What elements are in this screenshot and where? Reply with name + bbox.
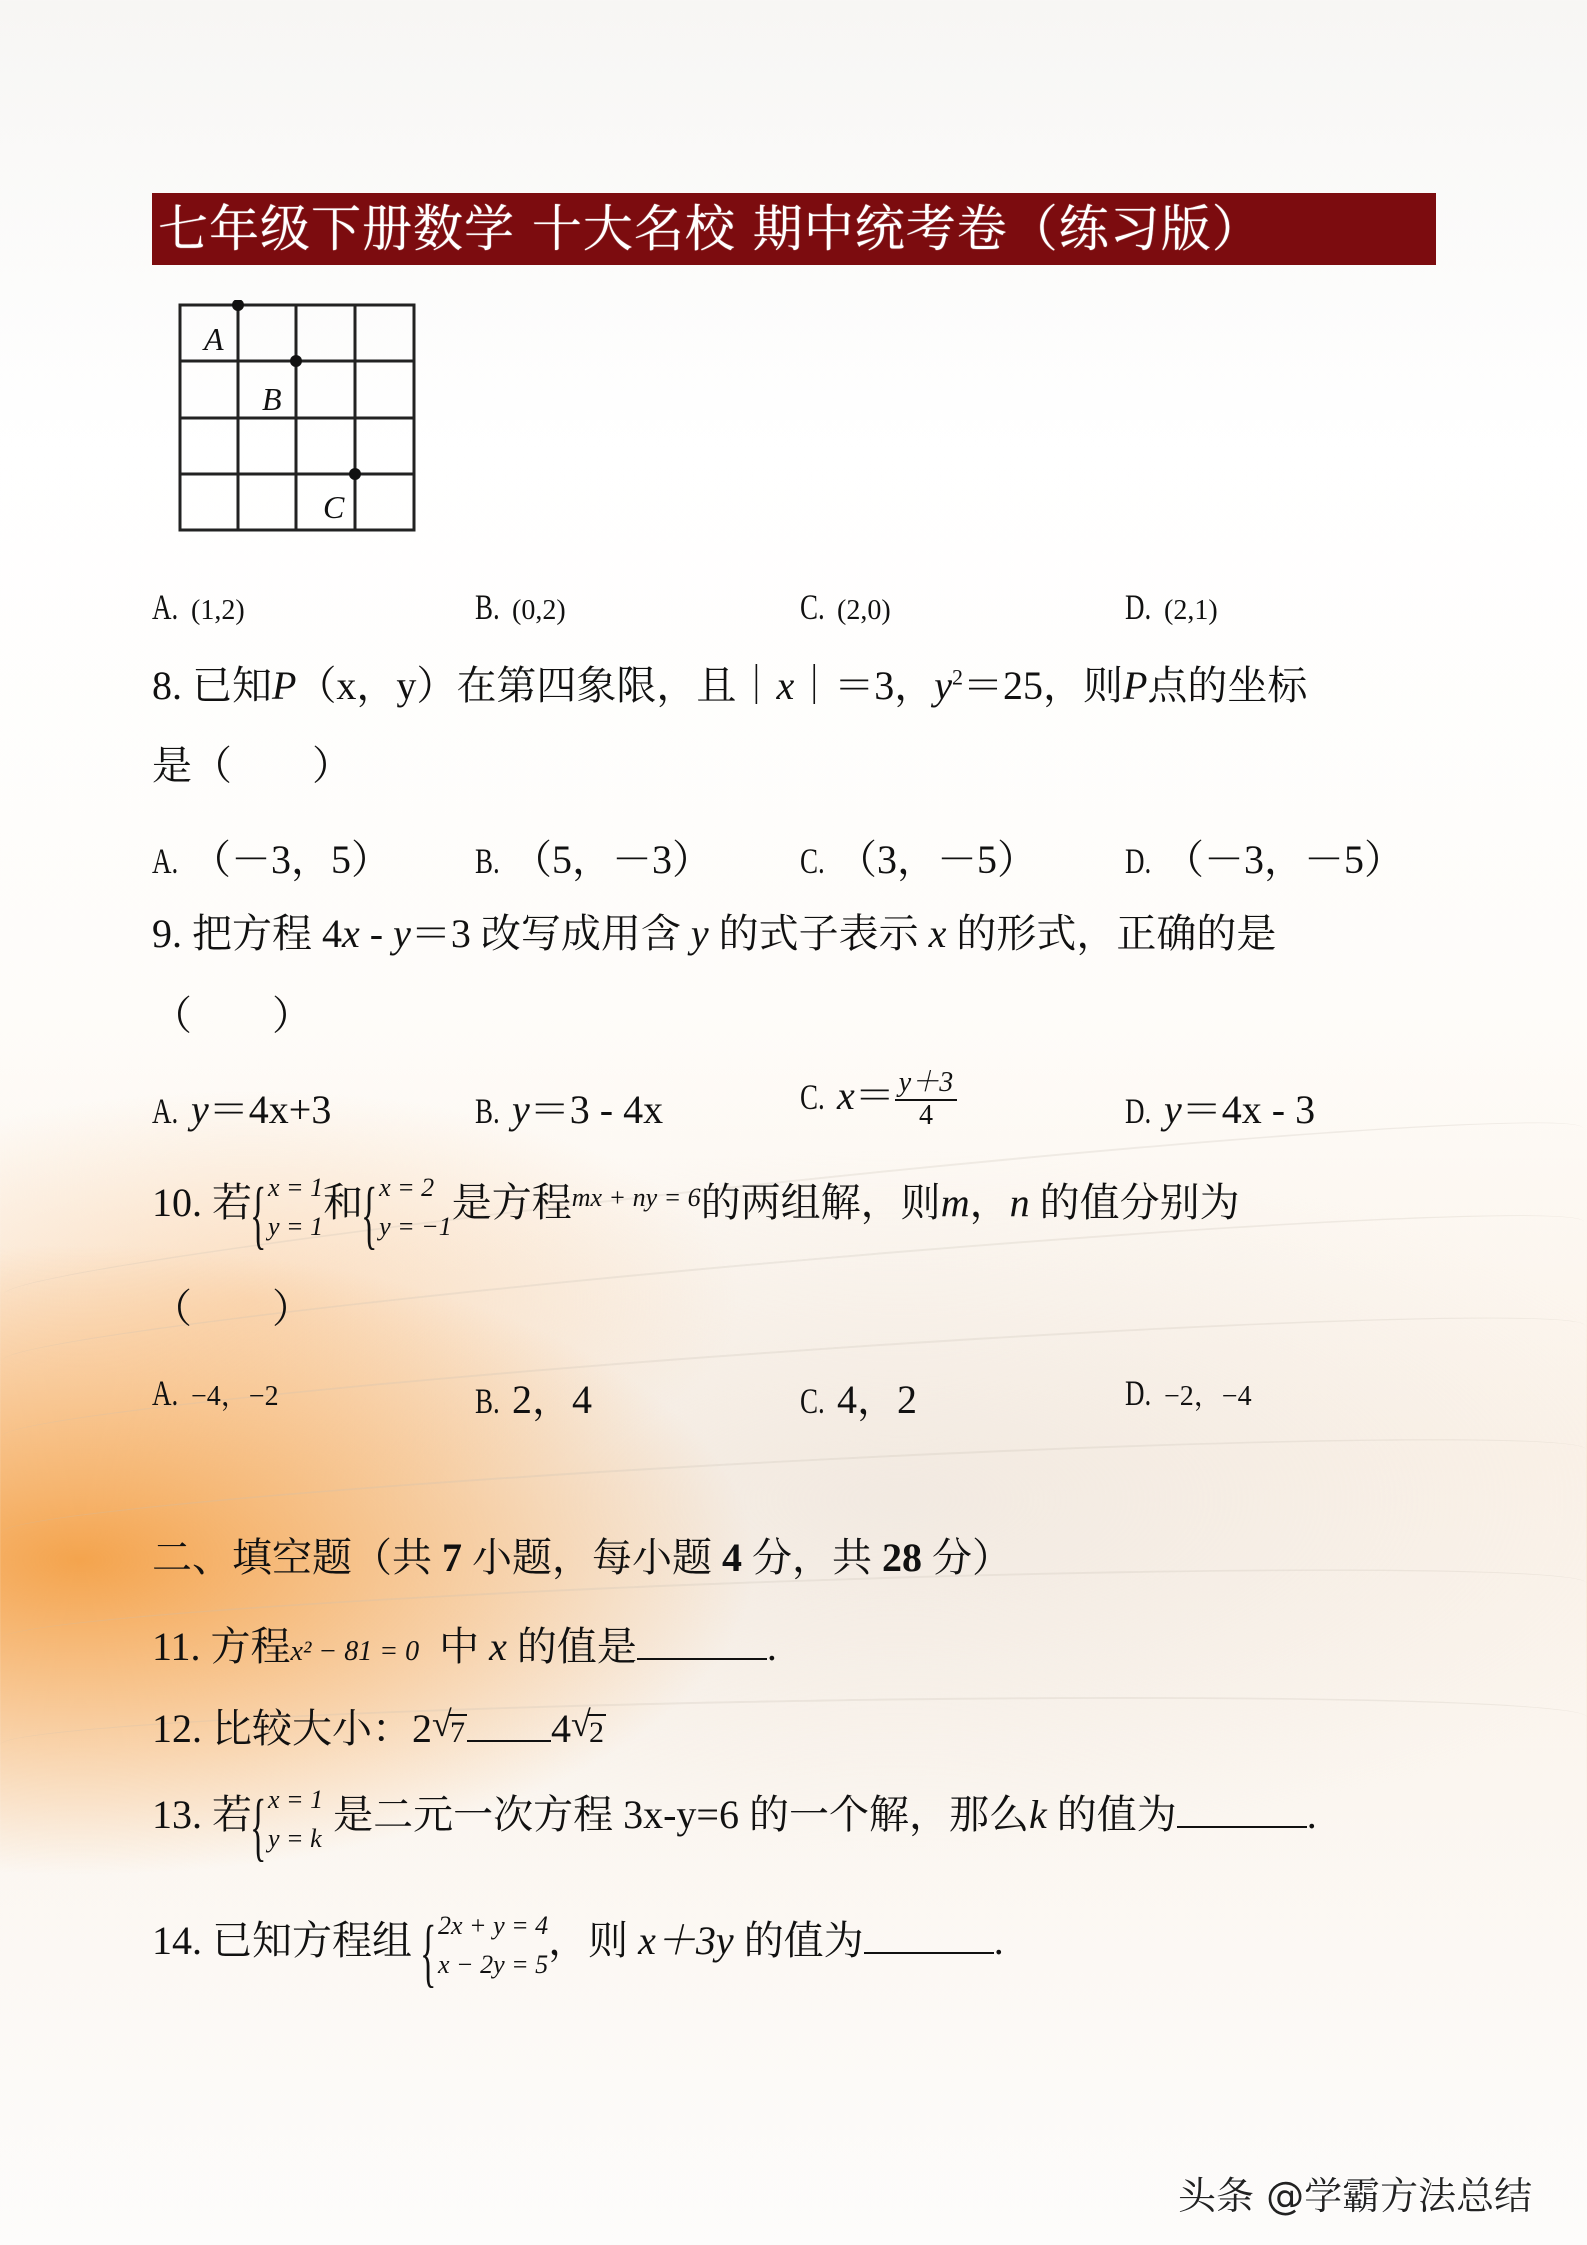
question-9-line2: （ ）: [152, 993, 312, 1038]
point-b-label: B: [262, 381, 282, 417]
q8-option-c[interactable]: C. （3，－5）: [800, 837, 1038, 882]
grid-diagram: [178, 300, 418, 535]
question-8: 8. 已知P（x，y）在第四象限，且｜x｜＝3，$y^2=25$，则P点的坐标: [152, 663, 1308, 708]
answer-blank[interactable]: [864, 1912, 994, 1954]
q9-option-d[interactable]: D. y＝4x - 3: [1125, 1087, 1316, 1132]
q8-option-b[interactable]: B. （5，－3）: [475, 837, 713, 882]
q10-option-c[interactable]: C. 4，2: [800, 1377, 918, 1422]
question-14: 14. 已知方程组 { 2x + y = 4 x − 2y = 5 ，则 x＋3y 的值为 .: [152, 1906, 1004, 1984]
question-12: 12. 比较大小：2 √ 7 4 √ 2: [152, 1700, 606, 1753]
question-9: 9. 把方程 4x - y＝3 改写成用含 y 的式子表示 x 的形式，正确的是: [152, 911, 1277, 956]
point-a-label: A: [204, 321, 224, 357]
fraction: $\frac{y+3}{4}$: [895, 1068, 957, 1132]
q8-options: [152, 828, 1452, 882]
answer-blank[interactable]: [467, 1700, 551, 1742]
q7-option-d[interactable]: D. (2,1): [1125, 587, 1218, 627]
q7-option-a[interactable]: A. (1,2): [152, 587, 245, 627]
answer-blank[interactable]: [637, 1618, 767, 1660]
point-a-dot: [232, 300, 244, 311]
point-c-dot: [349, 468, 361, 480]
q7-option-b[interactable]: B. (0,2): [475, 587, 566, 627]
q7-options: [152, 582, 1452, 632]
q9-option-b[interactable]: B. y＝3 - 4x: [475, 1087, 664, 1132]
equation-system-1: { x = 1 y = 1: [252, 1168, 323, 1246]
q7-option-c[interactable]: C. (2,0): [800, 587, 891, 627]
equation-system: { x = 1 y = k: [252, 1780, 323, 1858]
point-b-dot: [290, 355, 302, 367]
question-8-line2: 是（ ）: [152, 743, 352, 788]
q9-option-c[interactable]: C. x＝ $\frac{y+3}{4}$: [800, 1064, 957, 1132]
q9-options: [152, 1067, 1452, 1132]
question-11: 11. 方程x² − 81 = 0 中 x 的值是 .: [152, 1618, 777, 1671]
q10-options: [152, 1368, 1452, 1422]
sqrt-2: √ 2: [571, 1709, 606, 1752]
equation-system: { 2x + y = 4 x − 2y = 5: [422, 1906, 548, 1984]
q10-option-a[interactable]: A. −4，−2: [152, 1373, 279, 1413]
answer-blank[interactable]: [1177, 1786, 1307, 1828]
section-2-heading: 二、填空题（共 7 小题，每小题 4 分，共 28 分）: [152, 1535, 1012, 1580]
q8-option-a[interactable]: A. （－3，5）: [152, 837, 391, 882]
question-13: 13. 若 { x = 1 y = k 是二元一次方程 3x-y=6 的一个解，那么k 的值为 .: [152, 1780, 1317, 1858]
grid-figure: [178, 300, 418, 540]
sqrt-7: √ 7: [432, 1709, 467, 1752]
q10-option-d[interactable]: D. −2，−4: [1125, 1373, 1252, 1413]
page-title: 七年级下册数学 十大名校 期中统考卷（练习版）: [152, 193, 1436, 265]
watermark: 头条 @学霸方法总结: [1178, 2174, 1533, 2218]
question-10-line2: （ ）: [152, 1286, 312, 1331]
question-10: 10. 若 { x = 1 y = 1 和 { x = 2 y = −1 是方程$^{mx + ny = 6}$的两组解，则m，n 的值分别为: [152, 1168, 1240, 1246]
q8-option-d[interactable]: D. （－3，－5）: [1125, 837, 1404, 882]
q9-option-a[interactable]: A. y＝4x+3: [152, 1087, 332, 1132]
q10-option-b[interactable]: B. 2，4: [475, 1377, 593, 1422]
equation-system-2: { x = 2 y = −1: [363, 1168, 452, 1246]
point-c-label: C: [323, 489, 345, 525]
